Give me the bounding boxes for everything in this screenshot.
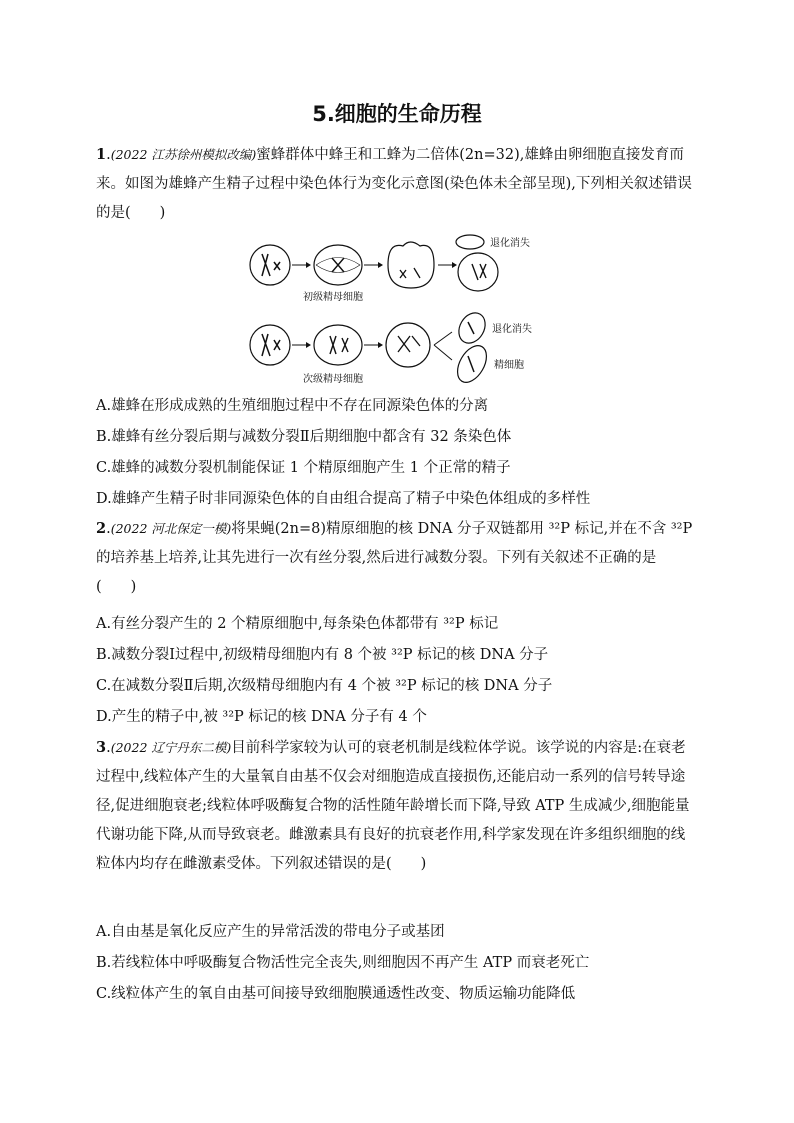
q3-option-c: C.线粒体产生的氧自由基可间接导致细胞膜通透性改变、物质运输功能降低 bbox=[96, 986, 576, 1002]
q1-option-d: D.雄蜂产生精子时非同源染色体的自由组合提高了精子中染色体组成的多样性 bbox=[96, 491, 591, 507]
q2-option-c: C.在减数分裂Ⅱ后期,次级精母细胞内有 4 个被 ³²P 标记的核 DNA 分子 bbox=[96, 678, 553, 694]
question-1-source: (2022 江苏徐州模拟改编) bbox=[110, 147, 257, 162]
question-1-text: 蜜蜂群体中蜂王和工蜂为二倍体(2n=32),雄蜂由卵细胞直接发育而来。如图为雄蜂产生精子过程中染色体行为变化示意图(染色体未全部呈现),下列相关叙述错误的是( ) bbox=[96, 147, 692, 221]
q2-option-d: D.产生的精子中,被 ³²P 标记的核 DNA 分子有 4 个 bbox=[96, 709, 427, 725]
question-3-number: 3 bbox=[96, 739, 107, 756]
label-secondary-spermatocyte: 次级精母细胞 bbox=[303, 374, 363, 385]
q1-option-a: A.雄蜂在形成成熟的生殖细胞过程中不存在同源染色体的分离 bbox=[96, 398, 489, 414]
page-title: 5.细胞的生命历程 bbox=[312, 102, 482, 126]
q3-option-b: B.若线粒体中呼吸酶复合物活性完全丧失,则细胞因不再产生 ATP 而衰老死亡 bbox=[96, 955, 590, 971]
question-1-number: 1 bbox=[96, 146, 107, 163]
question-3-stem: 3.(2022 辽宁丹东二模)目前科学家较为认可的衰老机制是线粒体学说。该学说的内容是:在衰老过程中,线粒体产生的大量氧自由基不仅会对细胞造成直接损伤,还能启动一系列的信号转导途径,促进细胞衰老;线粒体呼吸酶复合物的活性随年龄增长而下降,导致 ATP 生成减少,细胞能量代谢功能下降,从而导致衰老。雌激素具有良好的抗衰老作用,科学家发现在许多组织细胞的线粒体内均存在雌激素受体。下列叙述错误的是( ) bbox=[96, 739, 690, 872]
question-2-stem: 2.(2022 河北保定一模)将果蝇(2n=8)精原细胞的核 DNA 分子双链都用 ³²P 标记,并在不含 ³²P 的培养基上培养,让其先进行一次有丝分裂,然后进行减数分裂。下列有关叙述不正确的是( ) bbox=[96, 520, 693, 595]
label-degenerate-1: 退化消失 bbox=[490, 238, 530, 249]
row-secondary-spermatocyte bbox=[250, 308, 532, 387]
q1-option-c: C.雄蜂的减数分裂机制能保证 1 个精原细胞产生 1 个正常的精子 bbox=[96, 460, 511, 476]
question-2-text: 将果蝇(2n=8)精原细胞的核 DNA 分子双链都用 ³²P 标记,并在不含 ³²P 的培养基上培养,让其先进行一次有丝分裂,然后进行减数分裂。下列有关叙述不正确的是( ) bbox=[96, 521, 693, 595]
label-degenerate-2: 退化消失 bbox=[492, 324, 532, 335]
question-3-text: 目前科学家较为认可的衰老机制是线粒体学说。该学说的内容是:在衰老过程中,线粒体产生的大量氧自由基不仅会对细胞造成直接损伤,还能启动一系列的信号转导途径,促进细胞衰老;线粒体呼吸酶复合物的活性随年龄增长而下降,导致 ATP 生成减少,细胞能量代谢功能下降,从而导致衰老。雌激素具有良好的抗衰老作用,科学家发现在许多组织细胞的线粒体内均存在雌激素受体。下列叙述错误的是( ) bbox=[96, 740, 690, 872]
label-sperm: 精细胞 bbox=[494, 360, 524, 371]
q1-option-b: B.雄蜂有丝分裂后期与减数分裂Ⅱ后期细胞中都含有 32 条染色体 bbox=[96, 429, 512, 445]
row-primary-spermatocyte bbox=[250, 235, 530, 303]
q2-option-b: B.减数分裂Ⅰ过程中,初级精母细胞内有 8 个被 ³²P 标记的核 DNA 分子 bbox=[96, 647, 549, 663]
q2-option-a: A.有丝分裂产生的 2 个精原细胞中,每条染色体都带有 ³²P 标记 bbox=[96, 616, 499, 632]
q3-option-a: A.自由基是氧化反应产生的异常活泼的带电分子或基团 bbox=[96, 924, 445, 940]
question-1-stem: 1.(2022 江苏徐州模拟改编)蜜蜂群体中蜂王和工蜂为二倍体(2n=32),雄蜂由卵细胞直接发育而来。如图为雄蜂产生精子过程中染色体行为变化示意图(染色体未全部呈现),下列相关叙述错误的是( ) bbox=[96, 146, 692, 221]
question-3-source: (2022 辽宁丹东二模) bbox=[110, 740, 232, 755]
meiosis-diagram bbox=[248, 232, 558, 387]
question-2-source: (2022 河北保定一模) bbox=[110, 521, 232, 536]
label-primary-spermatocyte: 初级精母细胞 bbox=[303, 292, 363, 303]
question-2-number: 2 bbox=[96, 520, 107, 537]
